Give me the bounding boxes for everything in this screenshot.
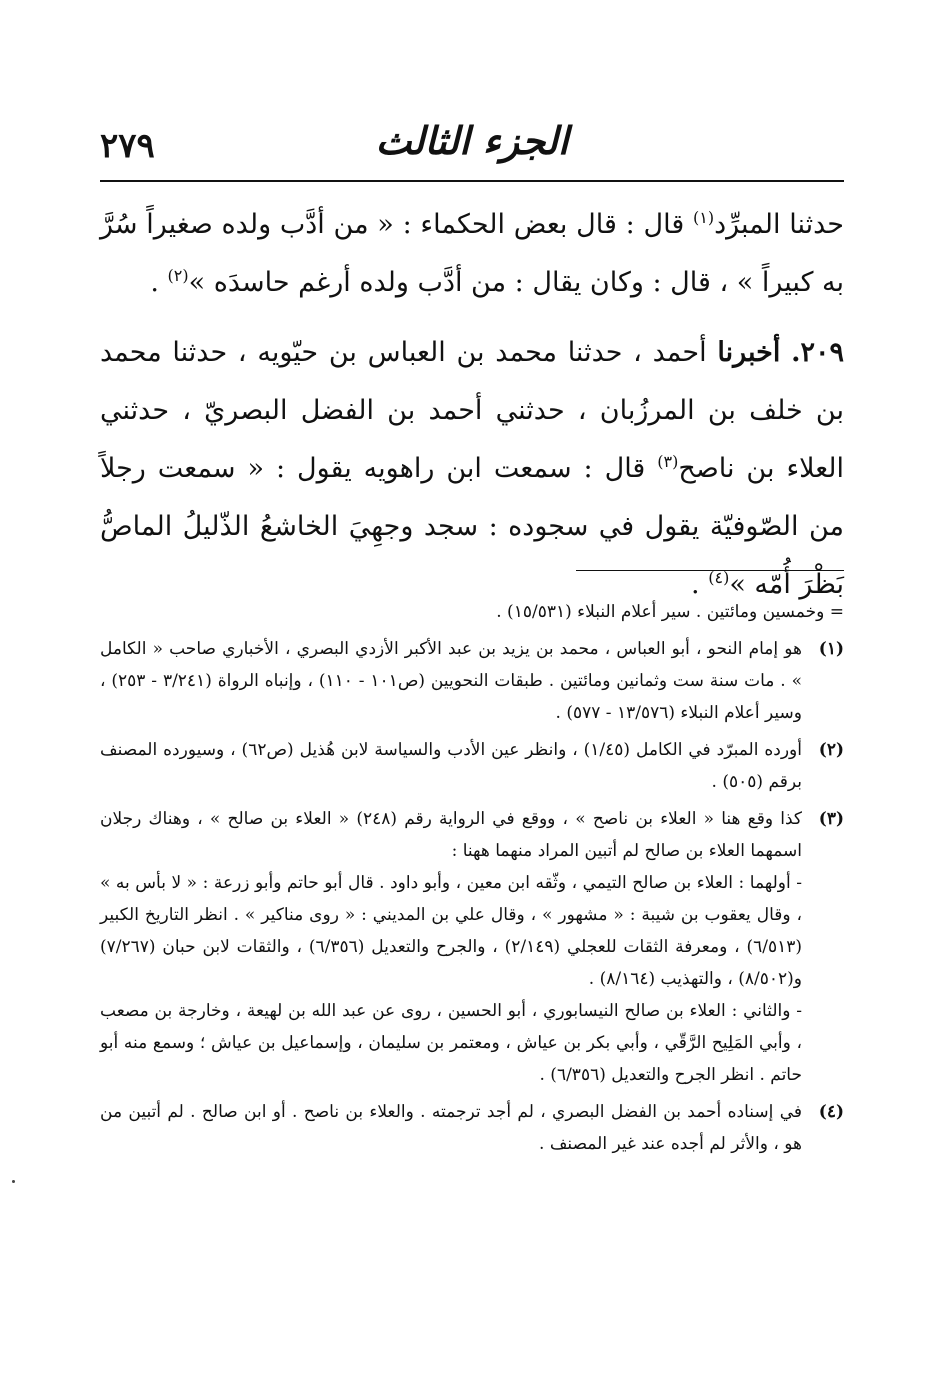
footnote-3 — [100, 803, 844, 1091]
footnote-3-number: (٣) — [818, 809, 844, 829]
main-text — [100, 196, 844, 626]
paragraph-2-text-a: أحمد ، حدثنا محمد بن العباس بن حيّويه ، حدثنا محمد بن خلف بن المرزُبان ، حدثني أحمد بن الفضل البصريّ ، حدثني العلاء بن ناصح — [100, 337, 844, 484]
footnote-ref-3: (٣) — [657, 452, 679, 471]
hadith-number: ٢٠٩. — [791, 337, 844, 368]
footnote-1 — [100, 633, 844, 729]
footnote-2 — [100, 734, 844, 798]
page-header — [100, 118, 844, 180]
footnote-ref-2: (٢) — [167, 266, 189, 285]
paragraph-2-text-b: قال : سمعت ابن راهويه يقول : « سمعت رجلاً من الصّوفيّة يقول في سجوده : سجد وجهِيَ الخاشعُ الذّليلُ الماصُّ بَظْرَ أُمّه » — [100, 453, 844, 600]
footnote-2-number: (٢) — [818, 740, 844, 760]
footnote-separator — [576, 570, 844, 571]
page-number: ٢٧٩ — [100, 126, 155, 166]
footnote-4 — [100, 1096, 844, 1160]
paragraph-1-end: . — [150, 267, 168, 298]
paragraph-1-text-a: حدثنا المبرِّد — [714, 209, 845, 240]
footnote-1-number: (١) — [818, 639, 844, 659]
footnotes — [100, 596, 844, 1165]
header-rule — [100, 180, 844, 182]
running-title: الجزء الثالث — [375, 118, 569, 163]
margin-dot — [12, 1180, 15, 1183]
paragraph-1-text-b: قال : قال بعض الحكماء : « من أدَّب ولده صغيراً سُرَّ به كبيراً » ، قال : وكان يقال : من أدَّب ولده أرغم حاسدَه » — [100, 209, 844, 298]
footnote-4-text: في إسناده أحمد بن الفضل البصري ، لم أجد ترجمته . والعلاء بن ناصح . أو ابن صالح . لم أتبين من هو ، والأثر لم أجده عند غير المصنف . — [100, 1102, 802, 1154]
footnote-4-number: (٤) — [818, 1102, 844, 1122]
paragraph-1 — [100, 196, 844, 312]
footnote-3-text: كذا وقع هنا « العلاء بن ناصح » ، ووقع في الرواية رقم (٢٤٨) « العلاء بن صالح » ، وهناك رجلان اسمهما العلاء بن صالح لم أتبين المراد منهما ههنا : — [100, 809, 802, 861]
paragraph-2-end: . — [691, 569, 709, 600]
footnote-2-text: أورده المبرّد في الكامل (١/٤٥) ، وانظر عين الأدب والسياسة لابن هُذيل (ص٦٢) ، وسيورده المصنف برقم (٥٠٥) . — [100, 740, 802, 792]
footnote-continuation: = وخمسين ومائتين . سير أعلام النبلاء (١٥/٥٣١) . — [496, 602, 844, 622]
footnote-ref-4: (٤) — [708, 568, 730, 587]
hadith-lead-word: أخبرنا — [717, 337, 781, 368]
footnote-3-second-narrator: - والثاني : العلاء بن صالح النيسابوري ، أبو الحسين ، روى عن عبد الله بن لهيعة ، وخارجة بن مصعب ، وأبي المَلِيح الرَّقّي ، وأبي بكر بن عياش ، ومعتمر بن سليمان ، وإسماعيل بن عياش ؛ وسمع منه أبو حاتم . انظر الجرح والتعديل (٦/٣٥٦) . — [100, 1001, 802, 1085]
footnote-1-text: هو إمام النحو ، أبو العباس ، محمد بن يزيد بن عبد الأكبر الأزدي البصري ، الأخباري صاحب « الكامل » . مات سنة ست وثمانين ومائتين . طبقات النحويين (ص١٠١ - ١١٠) ، وإنباه الرواة (٣/٢٤١ - ٢٥٣) ، وسير أعلام النبلاء (١٣/٥٧٦ - ٥٧٧) . — [100, 639, 802, 723]
footnote-ref-1: (١) — [693, 208, 715, 227]
footnote-3-first-narrator: - أولهما : العلاء بن صالح التيمي ، وثّقه ابن معين ، وأبو داود . قال أبو حاتم وأبو زرعة : « لا بأس به » ، وقال يعقوب بن شيبة : « مشهور » ، وقال علي بن المديني : « روى مناكير » . انظر التاريخ الكبير (٦/٥١٣) ، ومعرفة الثقات للعجلي (٢/١٤٩) ، والجرح والتعديل (٦/٣٥٦) ، والثقات لابن حبان (٧/٢٦٧) و(٨/٥٠٢) ، والتهذيب (٨/١٦٤) . — [100, 873, 802, 989]
